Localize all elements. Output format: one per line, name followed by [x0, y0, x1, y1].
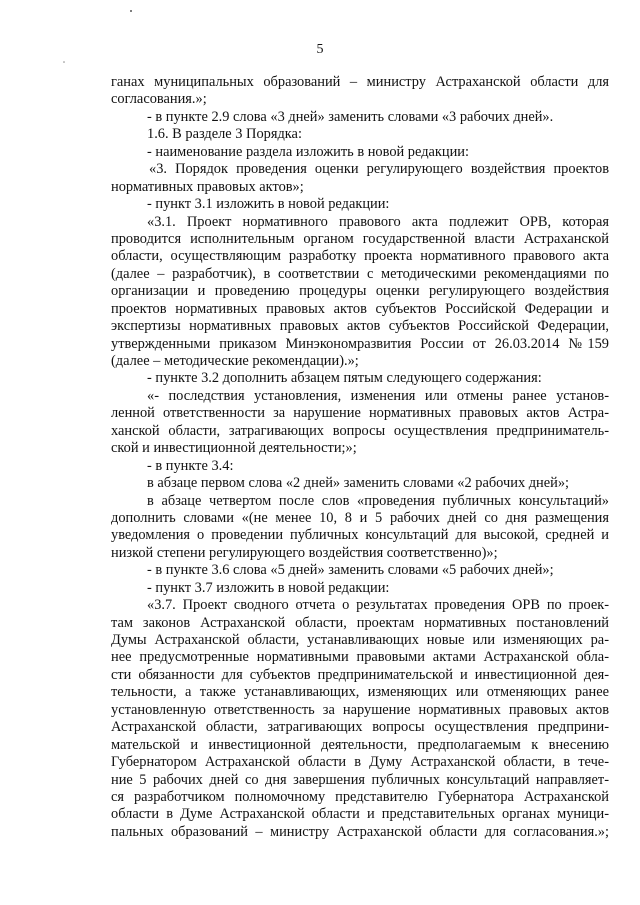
text-line: - пункте 3.2 дополнить абзацем пятым следующего содержания:	[147, 370, 542, 387]
text-line: ганах муниципальных образований – министру Астраханской области для	[111, 74, 609, 90]
text-line: проектов нормативных правовых актов субъектов Российской Федерации и	[111, 300, 609, 317]
text-line: экспертизы нормативных правовых актов субъектов Российской Федерации,	[111, 318, 609, 335]
text-line: согласования.»;	[111, 91, 207, 108]
text-line: ся разработчиком полномочному представителю Губернатора Астраханской	[111, 788, 609, 805]
text-line: утвержденными приказом Минэкономразвития России от 26.03.2014 №159	[111, 335, 609, 352]
text-line: - наименование раздела изложить в новой редакции:	[147, 143, 470, 160]
text-line: низкой степени регулирующего воздействия соответственно)»;	[111, 544, 498, 561]
text-line: 1.6. В разделе 3 Порядка:	[147, 126, 302, 143]
text-line: проводится исполнительным органом государственной власти Астраханской	[111, 230, 609, 247]
text-line: Губернатором Астраханской области в Думу Астраханской области, в тече-	[111, 754, 609, 771]
text-line: - в пункте 3.4:	[147, 457, 234, 474]
text-line: нее предусмотренные нормативными правовыми актами Астраханской обла-	[111, 649, 609, 666]
text-line: Астраханской области, затрагивающих вопросы осуществления предприни-	[111, 719, 609, 736]
text-line: - в пункте 2.9 слова «3 дней» заменить словами «3 рабочих дней».	[147, 108, 554, 125]
text-line: ние 5 рабочих дней со дня завершения публичных консультаций направляет-	[111, 771, 609, 788]
text-line: «3.1. Проект нормативного правового акта подлежит ОРВ, которая	[147, 213, 609, 230]
text-line: - в пункте 3.6 слова «5 дней» заменить словами «5 рабочих дней»;	[147, 562, 554, 579]
text-line: установленную ответственность за нарушение нормативных правовых актов	[111, 701, 609, 718]
text-line: «3.7. Проект сводного отчета о результатах проведения ОРВ по проек-	[147, 597, 609, 614]
text-line: - пункт 3.7 изложить в новой редакции:	[147, 579, 390, 596]
text-line: дополнить словами «(не менее 10, 8 и 5 рабочих дней со дня размещения	[111, 509, 609, 526]
text-line: «3. Порядок проведения оценки регулирующего воздействия проектов	[149, 161, 609, 178]
text-line: области, осуществляющим разработку проекта нормативного правового акта	[111, 248, 609, 265]
document-body	[111, 74, 609, 841]
text-line: мательской и инвестиционной деятельности, предполагаемым к внесению	[111, 736, 609, 753]
text-line: в абзаце первом слова «2 дней» заменить словами «2 рабочих дней»;	[147, 475, 570, 492]
text-line: (далее – методические рекомендации).»;	[111, 353, 359, 369]
text-line: Думы Астраханской области, устанавливающих новые или изменяющих ра-	[111, 632, 609, 648]
text-line: ской и инвестиционной деятельности;»;	[111, 440, 357, 457]
text-line: там законов Астраханской области, проектам нормативных постановлений	[111, 614, 609, 631]
text-line: организации и проведению процедуры оценки регулирующего воздействия	[111, 283, 609, 300]
text-line: пальных образований – министру Астраханской области для согласования.»;	[111, 823, 609, 840]
text-line: тельности, а также устанавливающих, изменяющих или отменяющих ранее	[111, 684, 609, 701]
text-line: «- последствия установления, изменения или отмены ранее установ-	[147, 387, 609, 404]
text-line: (далее – разработчик), в соответствии с методическими рекомендациями по	[111, 265, 609, 282]
text-line: сти обязанности для субъектов предпринимательской и инвестиционной дея-	[111, 666, 609, 683]
text-line: уведомления о проведении публичных консультаций для высокой, средней и	[111, 527, 609, 544]
page-number: 5	[316, 42, 324, 57]
text-line: - пункт 3.1 изложить в новой редакции:	[147, 196, 390, 213]
text-line: в абзаце четвертом после слов «проведения публичных консультаций»	[147, 492, 609, 509]
text-line: ленной ответственности за нарушение нормативных правовых актов Астра-	[111, 405, 609, 422]
text-line: нормативных правовых актов»;	[111, 178, 304, 195]
text-line: ханской области, затрагивающих вопросы осуществления предприниматель-	[111, 422, 609, 439]
text-line: области в Думе Астраханской области и представительных органах муници-	[111, 806, 609, 823]
